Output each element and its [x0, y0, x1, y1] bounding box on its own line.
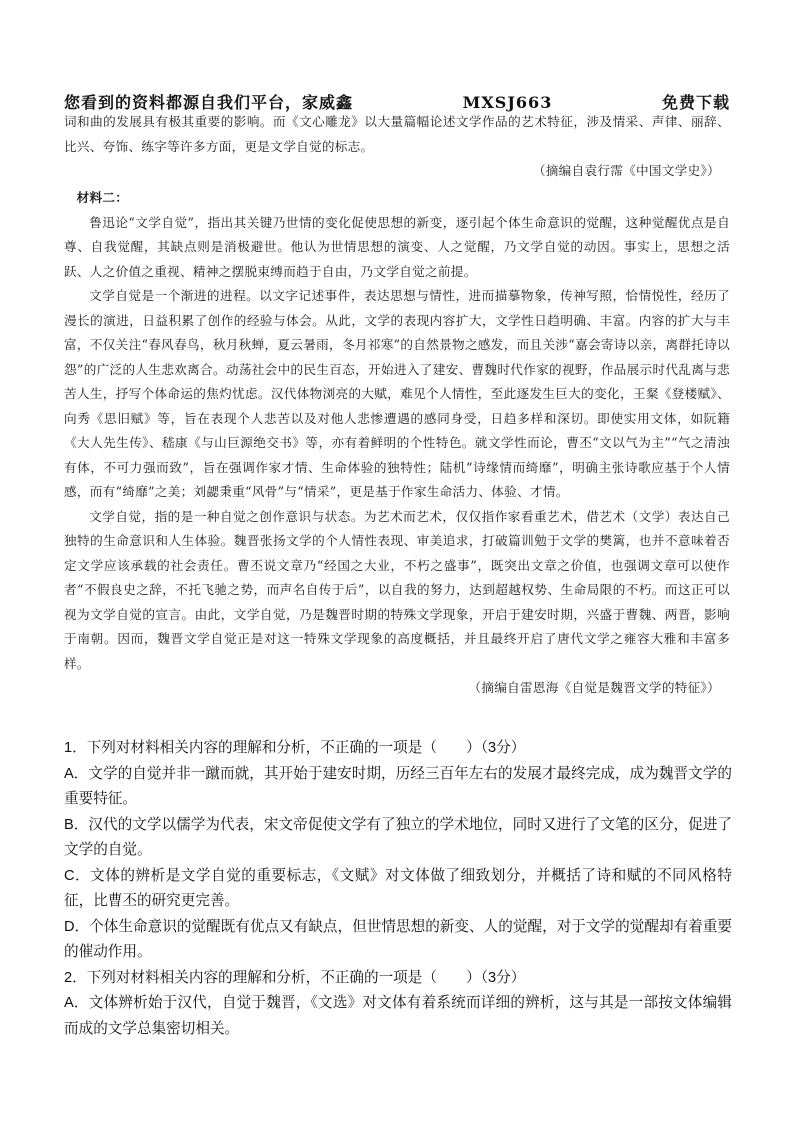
question-stem: 2．下列对材料相关内容的理解和分析，不正确的一项是（ ）（3分）: [64, 969, 526, 986]
material-two: [64, 186, 730, 701]
material-two-source: （摘编自雷恩海《自觉是魏晋文学的特征》）: [468, 680, 720, 695]
material-one-paragraph: 词和曲的发展具有极其重要的影响。而《文心雕龙》以大量篇幅论述文学作品的艺术特征，涉及情采、声律、丽辞、比兴、夸饰、练字等许多方面，更是文学自觉的标志。: [64, 114, 730, 154]
question-option: D．个体生命意识的觉醒既有优点又有缺点，但世情思想的新变、人的觉醒，对于文学的觉醒却有着重要的催动作用。: [64, 918, 732, 960]
question-stem: 1．下列对材料相关内容的理解和分析，不正确的一项是（ ）（3分）: [64, 740, 526, 756]
header-suffix: 免费下载: [661, 93, 730, 112]
header-code: MXSJ663: [462, 93, 553, 112]
questions-section: [64, 736, 732, 1042]
header-prefix: 您看到的资料都源自我们平台，家威鑫: [64, 93, 354, 112]
material-one-source: （摘编自袁行霈《中国文学史》）: [532, 163, 720, 178]
question-option: C．文体的辨析是文学自觉的重要标志，《文赋》对文体做了细致划分，并概括了诗和赋的不同风格特征，比曹丕的研究更完善。: [64, 867, 732, 909]
material-two-paragraph: 文学自觉，指的是一种自觉之创作意识与状态。为艺术而艺术，仅仅指作家看重艺术，借艺术（文学）表达自己独特的生命意识和人生体验。魏晋张扬文学的个人情性表现、审美追求，打破篇训勉于文学的樊篱，也并不意味着否定文学应该承载的社会责任。曹丕说文章乃“经国之大业，不朽之盛事”，既突出文章之价值，也强调文章可以使作者“不假良史之辞，不托飞驰之势，而声名自传于后”，以自我的努力，达到超越权势、生命局限的不朽。而这正可以视为文学自觉的宣言。由此，文学自觉，乃是魏晋时期的特殊文学现象，开启于建安时期，兴盛于曹魏、两晋，影响于南朝。因而，魏晋文学自觉正是对这一特殊文学现象的高度概括，并且最终开启了唐代文学之雍容大雅和丰富多样。: [64, 508, 730, 671]
material-two-paragraph: 鲁迅论“文学自觉”，指出其关键乃世情的变化促使思想的新变，逐引起个体生命意识的觉醒，这种觉醒优点是自尊、自我觉醒，其缺点则是消极避世。他认为世情思想的演变、人之觉醒，乃文学自觉的动因。事实上，思想之活跃、人之价值之重视、精神之摆脱束缚而趋于自由，乃文学自觉之前提。: [64, 214, 730, 279]
material-two-heading: 材料二：: [76, 190, 129, 205]
material-one-tail: [64, 110, 730, 184]
material-two-paragraph: 文学自觉是一个渐进的进程。以文字记述事件，表达思想与情性，进而描摹物象，传神写照，恰情悦性，经历了漫长的演进，日益积累了创作的经验与体会。从此，文学的表现内容扩大，文学性日趋明确、丰富。内容的扩大与丰富，不仅关注“春风春鸟，秋月秋蝉，夏云暑雨，冬月祁寒”的自然景物之感发，而且关涉“嘉会寄诗以亲，离群托诗以怨”的广泛的人生悲欢离合。动荡社会中的民生百态，开始进入了建安、曹魏时代作家的视野，作品展示时代乱离与悲苦人生，抒写个体命运的焦灼忧虑。汉代体物浏亮的大赋，难见个人情性，至此逐发生巨大的变化，王粲《登楼赋》、向秀《思旧赋》等，旨在表现个人悲苦以及对他人悲惨遭遇的感同身受，日趋多样和深切。即使实用文体，如阮籍《大人先生传》、嵇康《与山巨源绝交书》等，亦有着鲜明的个性特色。就文学性而论，曹丕“文以气为主”“气之清浊有体，不可力强而致”，旨在强调作家才情、生命体验的独特性；陆机“诗缘情而绮靡”，明确主张诗歌应基于个人情感，而有“绮靡”之美；刘勰秉重“风骨”与“情采”，更是基于作家生命活力、体验、才情。: [64, 288, 730, 499]
question-option: A．文体辨析始于汉代，自觉于魏晋，《文选》对文体有着系统而详细的辨析，这与其是一部按文体编辑而成的文学总集密切相关。: [64, 995, 732, 1037]
question-option: A．文学的自觉并非一蹴而就，其开始于建安时期，历经三百年左右的发展才最终完成，成为魏晋文学的重要特征。: [64, 765, 732, 807]
question-option: B．汉代的文学以儒学为代表，宋文帝促使文学有了独立的学术地位，同时又进行了文笔的区分，促进了文学的自觉。: [64, 816, 732, 858]
